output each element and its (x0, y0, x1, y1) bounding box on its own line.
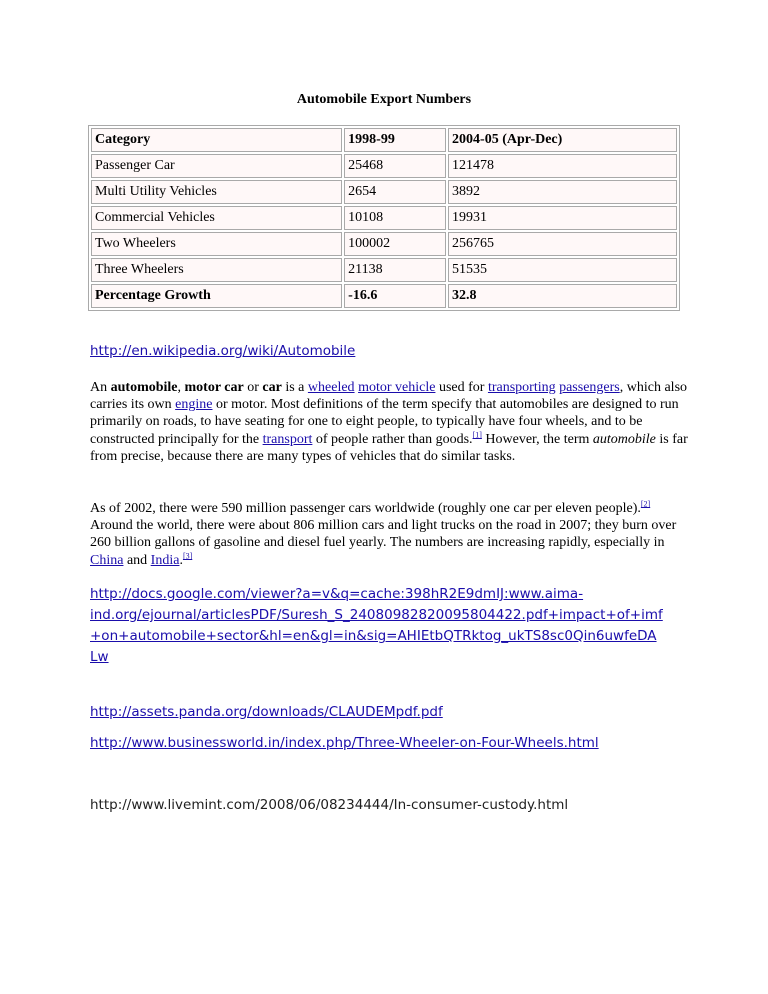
table-row (91, 232, 677, 256)
link-india[interactable]: India (150, 552, 180, 568)
livemint-url-text: http://www.livemint.com/2008/06/08234444/In-consumer-custody.html (90, 797, 569, 813)
table-cell: 1998-99 (344, 128, 446, 152)
table-cell: 21138 (344, 258, 446, 282)
table-cell: Two Wheelers (91, 232, 342, 256)
table-cell: 32.8 (448, 284, 677, 308)
businessworld-url-line (90, 733, 599, 754)
automobile-definition-paragraph (90, 379, 690, 465)
table-cell: 121478 (448, 154, 677, 178)
table-cell: 2004-05 (Apr-Dec) (448, 128, 677, 152)
google-docs-link-line-4[interactable]: Lw (90, 649, 109, 665)
table-cell: Multi Utility Vehicles (91, 180, 342, 204)
google-docs-link-line-1[interactable]: http://docs.google.com/viewer?a=v&q=cache:398hR2E9dmIJ:www.aima- (90, 586, 584, 602)
table-row (91, 206, 677, 230)
car-statistics-paragraph (90, 500, 690, 569)
text: , which also carries its own (90, 380, 688, 413)
term-motor-car: motor car (184, 380, 244, 395)
text: , (177, 380, 185, 395)
wiki-url-line (90, 341, 355, 362)
link-wheeled[interactable]: wheeled (307, 380, 355, 395)
table-cell: 2654 (344, 180, 446, 204)
table-row (91, 180, 677, 204)
footnote-1 (473, 430, 482, 439)
table-cell: 51535 (448, 258, 677, 282)
link-china[interactable]: China (90, 552, 124, 568)
table-cell: Three Wheelers (91, 258, 342, 282)
table-row (91, 258, 677, 282)
text: An (90, 380, 111, 395)
term-car: car (262, 380, 282, 395)
footnote-3 (183, 551, 192, 560)
footnote-link-1[interactable]: [1] (472, 429, 482, 439)
link-passengers[interactable]: passengers (559, 380, 620, 395)
table-row (91, 154, 677, 178)
term-automobile-italic: automobile (592, 431, 656, 447)
table-cell: 100002 (344, 232, 446, 256)
text: and (123, 552, 151, 568)
text: is far from precise, because there are many types of vehicles that do similar tasks. (90, 431, 688, 464)
table-cell: 256765 (448, 232, 677, 256)
panda-url-line (90, 702, 443, 723)
table-cell: 19931 (448, 206, 677, 230)
text: of people rather than goods. (312, 431, 473, 447)
table-cell: Percentage Growth (91, 284, 342, 308)
link-transport[interactable]: transport (262, 431, 313, 447)
link-motor-vehicle[interactable]: motor vehicle (358, 380, 436, 395)
export-table (88, 125, 680, 311)
table-cell: Commercial Vehicles (91, 206, 342, 230)
footnote-2 (641, 499, 650, 508)
text: As of 2002, there were 590 million passenger cars worldwide (roughly one car per eleven people). (90, 501, 641, 516)
google-docs-url-block (90, 584, 690, 668)
wiki-link[interactable]: http://en.wikipedia.org/wiki/Automobile (90, 343, 356, 359)
table-cell: 3892 (448, 180, 677, 204)
table-cell: 10108 (344, 206, 446, 230)
table-cell: Category (91, 128, 342, 152)
businessworld-link[interactable]: http://www.businessworld.in/index.php/Three-Wheeler-on-Four-Wheels.html (90, 735, 599, 751)
link-transporting[interactable]: transporting (487, 380, 556, 395)
panda-link[interactable]: http://assets.panda.org/downloads/CLAUDEMpdf.pdf (90, 704, 443, 720)
text: used for (435, 380, 488, 395)
footnote-link-3[interactable]: [3] (182, 550, 193, 560)
table-cell: 25468 (344, 154, 446, 178)
text: or motor. Most definitions of the term specify that automobiles are designed to run primarily on roads, to have seating for one to eight people, to typically have four wheels, and to be constructed principally for the (90, 397, 679, 447)
table-cell: Passenger Car (91, 154, 342, 178)
table-header-row (91, 128, 677, 152)
link-engine[interactable]: engine (175, 397, 213, 413)
livemint-url-line (90, 795, 568, 816)
term-automobile: automobile (110, 380, 178, 395)
table-row (91, 284, 677, 308)
text: Around the world, there were about 806 million cars and light trucks on the road in 2007; they burn over 260 billion gallons of gasoline and diesel fuel yearly. The numbers are increasing rapidly, especially in (90, 518, 677, 551)
table-cell: -16.6 (344, 284, 446, 308)
text: . (179, 552, 183, 568)
text: is a (281, 380, 308, 395)
footnote-link-2[interactable]: [2] (640, 499, 651, 509)
table-title: Automobile Export Numbers (296, 92, 472, 107)
text: or (243, 380, 263, 395)
text: However, the term (481, 431, 593, 447)
google-docs-link-line-2[interactable]: ind.org/ejournal/articlesPDF/Suresh_S_2408098282009580442​2.pdf+impact+of+imf (90, 607, 663, 623)
google-docs-link-line-3[interactable]: +on+automobile+sector&hl=en&gl=in&sig=AHIEtbQTRktog_ukTS8sc0Qin6uwfeDA (90, 628, 657, 644)
